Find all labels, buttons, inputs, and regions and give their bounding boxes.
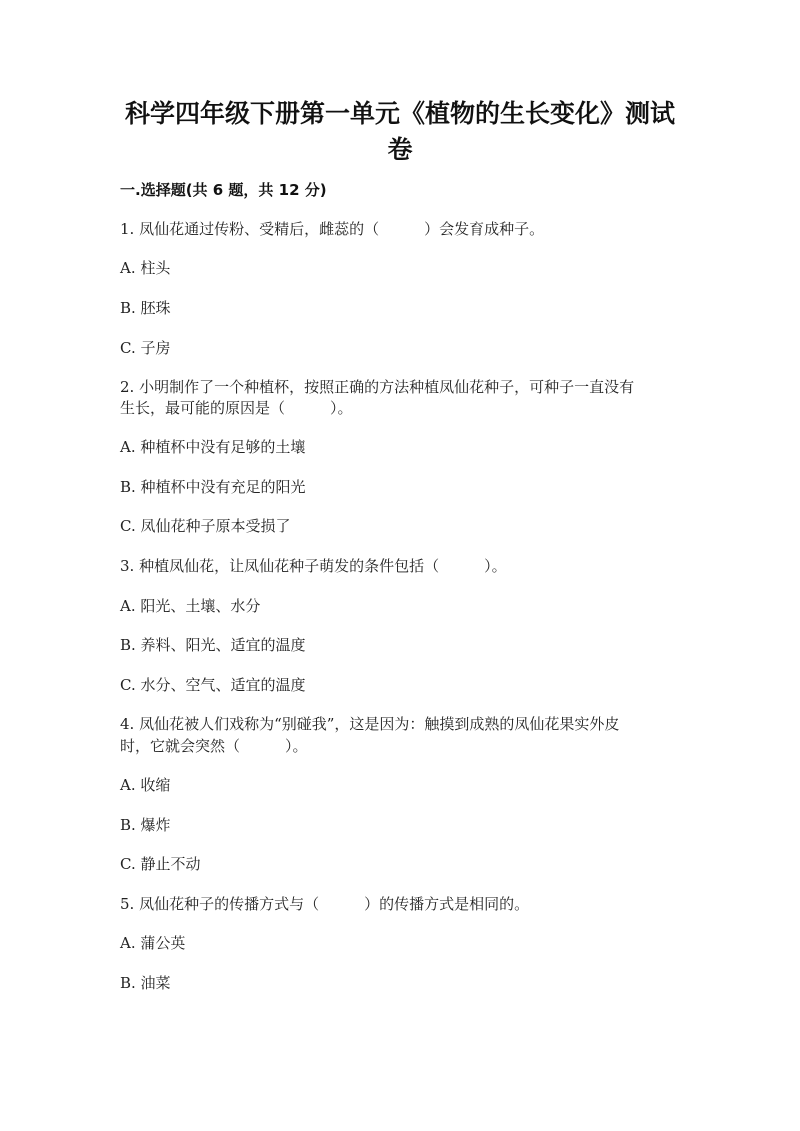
question-4-text-line-2: 时，它就会突然（ ）。 [120, 737, 308, 755]
question-2-text-line-1: 2. 小明制作了一个种植杯，按照正确的方法种植凤仙花种子，可种子一直没有 [120, 378, 635, 396]
question-4-option-b: B. 爆炸 [120, 816, 171, 834]
question-4-text-line-1: 4. 凤仙花被人们戏称为“别碰我”，这是因为：触摸到成熟的凤仙花果实外皮 [120, 715, 620, 733]
question-1-option-c: C. 子房 [120, 339, 171, 357]
question-3-option-a: A. 阳光、土壤、水分 [120, 597, 261, 615]
title-line-1: 科学四年级下册第一单元《植物的生长变化》测试 [124, 99, 675, 128]
section-heading: 一.选择题(共 6 题，共 12 分) [120, 181, 327, 199]
question-3-option-b: B. 养料、阳光、适宜的温度 [120, 636, 306, 654]
question-1-option-a: A. 柱头 [120, 259, 171, 277]
title-line-2: 卷 [387, 135, 413, 164]
question-5-text: 5. 凤仙花种子的传播方式与（ ）的传播方式是相同的。 [120, 895, 530, 913]
question-2-text-line-2: 生长，最可能的原因是（ ）。 [120, 399, 353, 417]
question-5-option-b: B. 油菜 [120, 974, 171, 992]
question-1-option-b: B. 胚珠 [120, 299, 171, 317]
question-4-option-a: A. 收缩 [120, 776, 171, 794]
question-1-text: 1. 凤仙花通过传粉、受精后，雌蕊的（ ）会发育成种子。 [120, 220, 545, 238]
question-2-option-b: B. 种植杯中没有充足的阳光 [120, 478, 306, 496]
question-4-option-c: C. 静止不动 [120, 855, 201, 873]
question-5-option-a: A. 蒲公英 [120, 934, 186, 952]
page-title [110, 96, 690, 168]
question-2-option-c: C. 凤仙花种子原本受损了 [120, 517, 291, 535]
question-2-option-a: A. 种植杯中没有足够的土壤 [120, 438, 306, 456]
question-3-text: 3. 种植凤仙花，让凤仙花种子萌发的条件包括（ ）。 [120, 557, 507, 575]
question-3-option-c: C. 水分、空气、适宜的温度 [120, 676, 306, 694]
